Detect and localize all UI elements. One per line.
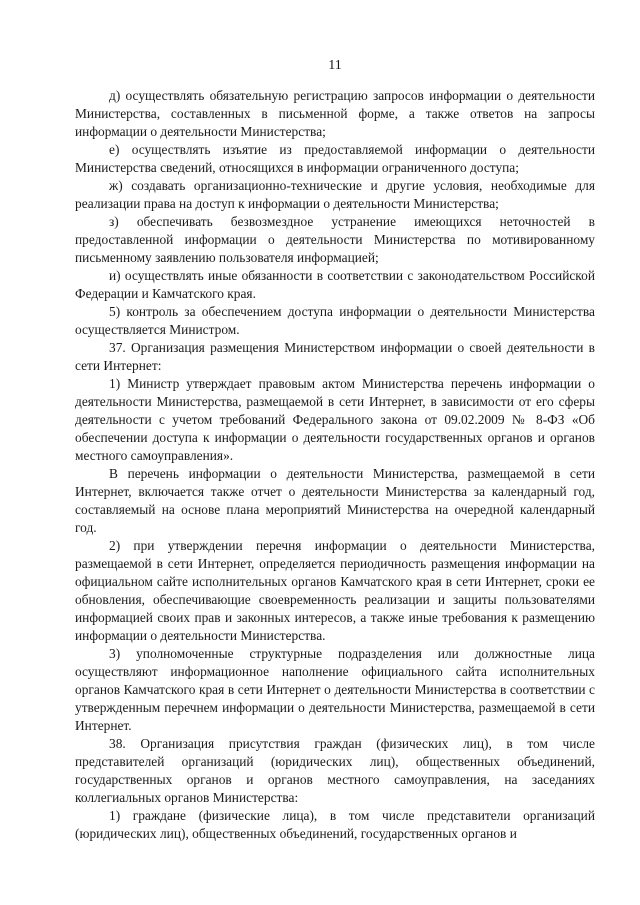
paragraph-z: з) обеспечивать безвозмездное устранение имеющихся неточностей в предоставленной информации о деятельности Министерства по мотивированному письменному заявлению пользователя информацией; <box>75 214 595 265</box>
paragraph-d: д) осуществлять обязательную регистрацию запросов информации о деятельности Министерства, составленных в письменной форме, а также ответов на запросы информации о деятельности Министерства; <box>75 88 595 139</box>
paragraph-37-list: В перечень информации о деятельности Министерства, размещаемой в сети Интернет, включается также отчет о деятельности Министерства за календарный год, составляемый на основе плана мероприятий Министерства на очередной календарный год. <box>75 466 595 535</box>
paragraph-e: е) осуществлять изъятие из предоставляемой информации о деятельности Министерства сведений, относящихся в информации ограниченного доступа; <box>75 142 595 175</box>
paragraph-37-1: 1) Министр утверждает правовым актом Министерства перечень информации о деятельности Министерства, размещаемой в сети Интернет, в зависимости от его сферы деятельности с учетом требований Федерального закона от 09.02.2009 № 8-ФЗ «Об обеспечении доступа к информации о деятельности государственных органов и органов местного самоуправления». <box>75 376 595 463</box>
paragraph-zh: ж) создавать организационно-технические и другие условия, необходимые для реализации права на доступ к информации о деятельности Министерства; <box>75 178 595 211</box>
paragraph-i: и) осуществлять иные обязанности в соответствии с законодательством Российской Федерации и Камчатского края. <box>75 268 595 301</box>
paragraph-37: 37. Организация размещения Министерством информации о своей деятельности в сети Интернет: <box>75 340 595 373</box>
paragraph-37-2: 2) при утверждении перечня информации о деятельности Министерства, размещаемой в сети Интернет, определяется периодичность размещения информации на официальном сайте исполнительных органов Камчатского края в сети Интернет, сроки ее обновления, обеспечивающие своевременность реализации и защиты пользователями информацией своих прав и законных интересов, а также иные требования к размещению информации о деятельности Министерства. <box>75 538 595 643</box>
paragraph-5: 5) контроль за обеспечением доступа информации о деятельности Министерства осуществляется Министром. <box>75 304 595 337</box>
document-body <box>75 87 595 843</box>
page-number: 11 <box>328 58 342 73</box>
paragraph-38: 38. Организация присутствия граждан (физических лиц), в том числе представителей организаций (юридических лиц), общественных объединений, государственных органов и органов местного самоуправления, на заседаниях коллегиальных органов Министерства: <box>75 736 595 805</box>
paragraph-37-3: 3) уполномоченные структурные подразделения или должностные лица осуществляют информационное наполнение официального сайта исполнительных органов Камчатского края в сети Интернет о деятельности Министерства в соответствии с утвержденным перечнем информации о деятельности Министерства, размещаемой в сети Интернет. <box>75 646 595 733</box>
paragraph-38-1: 1) граждане (физические лица), в том числе представители организаций (юридических лиц), общественных объединений, государственных органов и <box>75 808 595 841</box>
